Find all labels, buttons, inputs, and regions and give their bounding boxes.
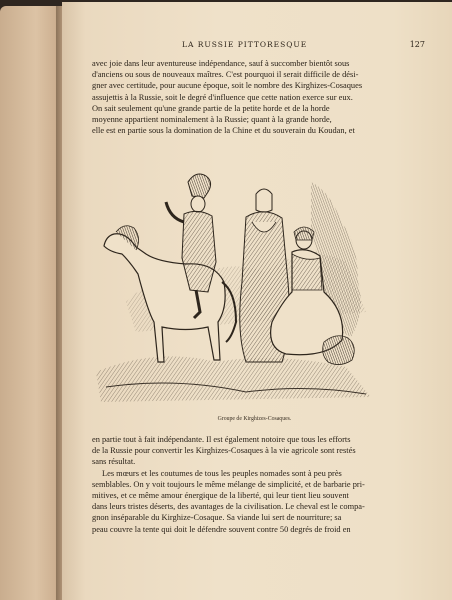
text-line: d'anciens ou sous de nouveaux maîtres. C'est pourquoi il serait difficile de dési- (92, 70, 359, 80)
text-line: mitives, et ce même amour énergique de la liberté, qui leur tient lieu souvent (92, 491, 349, 501)
landscape-background (96, 182, 371, 402)
text-line: gnon inséparable du Kirghize-Cosaque. Sa viande lui sert de nourriture; sa (92, 513, 342, 523)
right-page (62, 2, 452, 600)
text-line: moyenne appartient nominalement à la Russie; quant à la grande horde, (92, 115, 332, 125)
text-line: peau couvre la tente qui doit le défendre souvent contre 50 degrés de froid en (92, 524, 351, 534)
text-line: dans leurs tristes déserts, des avantages de la civilisation. Le cheval est le compa- (92, 502, 365, 512)
engraving-illustration (96, 162, 386, 412)
text-line: elle est en partie sous la domination de la Chine et du souverain du Koudan, et (92, 126, 355, 136)
text-line: de la Russie pour convertir les Kirghizes-Cosaques à la vie agricole sont restés (92, 446, 356, 456)
page-number: 127 (409, 40, 425, 49)
text-line: en partie tout à fait indépendante. Il est également notoire que tous les efforts (92, 435, 351, 444)
bottom-paragraphs (92, 434, 417, 535)
top-paragraph (92, 58, 417, 136)
illustration-caption: Groupe de Kirghizes-Cosaques. (217, 416, 292, 422)
horse-figure (104, 226, 236, 362)
text-line: semblables. On y voit toujours le même mélange de simplicité, et de barbarie pri- (92, 479, 365, 489)
text-line: sans résultat. (92, 457, 136, 467)
left-page-edge (0, 6, 60, 600)
running-head (62, 40, 447, 54)
running-title: LA RUSSIE PITTORESQUE (182, 40, 308, 49)
text-line: Les mœurs et les coutumes de tous les peuples nomades sont à peu près (102, 468, 342, 478)
text-line: assujettis à la Russie, soit le degré d'influence que cette nation exerce sur eux. (92, 92, 353, 102)
text-line: On sait seulement qu'une grande partie de la petite horde et de la horde (92, 103, 330, 113)
small-animal-figure (323, 336, 355, 365)
text-line: gner avec certitude, pour aucune époque, soit le nombre des Kirghizes-Cosaques (92, 81, 363, 91)
text-line: avec joie dans leur aventureuse indépendance, sauf à succomber bientôt sous (92, 59, 350, 68)
